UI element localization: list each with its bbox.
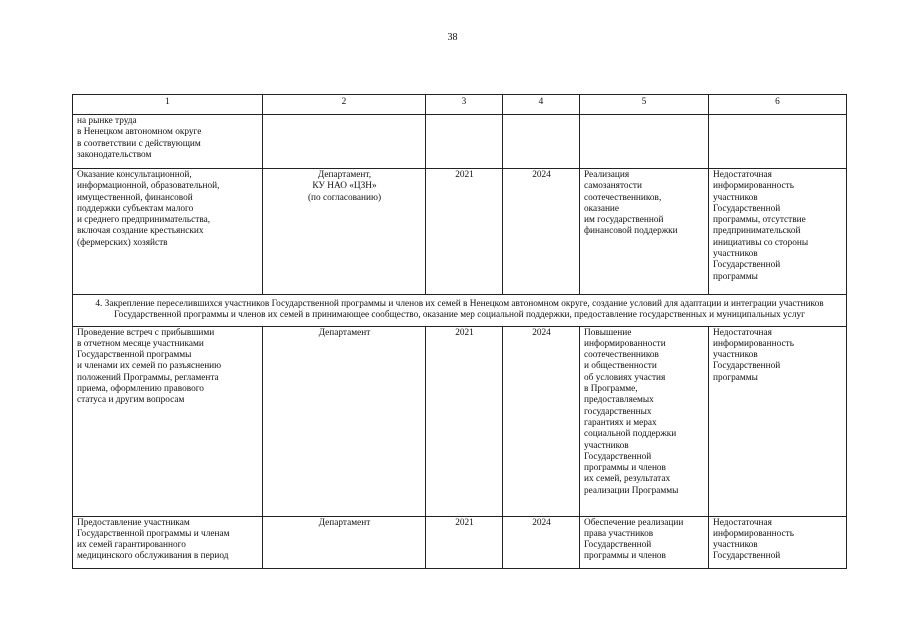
result-cell (580, 115, 709, 169)
risk-cell: Недостаточная информированность участников Государственной программы, отсутствие предпринимательской инициативы со стороны участников Государственной программы (709, 169, 847, 295)
start-year-cell: 2021 (426, 516, 503, 568)
table-row (73, 516, 847, 568)
result-cell: Повышение информированности соотечественников и общественности об условиях участия в Программе, предоставляемых государственных гарантиях и мерах социальной поддержки участников Государственной программы и членов их семей, результатах реализации Программы (580, 326, 709, 516)
end-year-cell: 2024 (503, 326, 580, 516)
measures-table (72, 94, 847, 569)
column-number: 2 (263, 95, 426, 115)
table-row (73, 169, 847, 295)
measure-cell: Предоставление участникам Государственной программы и членам их семей гарантированного медицинского обслуживания в период (73, 516, 263, 568)
column-number-row (73, 95, 847, 115)
start-year-cell: 2021 (426, 169, 503, 295)
section-heading: 4. Закрепление переселившихся участников Государственной программы и членов их семей в Ненецком автономном округе, создание условий для адаптации и интеграции участников Государственной программы и членов их семей в принимающее сообщество, оказание мер социальной поддержки, предоставление государственных и муниципальных услуг (73, 295, 847, 327)
measure-cell: на рынке труда в Ненецком автономном округе в соответствии с действующим законодательством (73, 115, 263, 169)
end-year-cell: 2024 (503, 169, 580, 295)
result-cell: Обеспечение реализации права участников Государственной программы и членов (580, 516, 709, 568)
column-number: 5 (580, 95, 709, 115)
page-number: 38 (447, 32, 458, 43)
executor-cell: Департамент, КУ НАО «ЦЗН» (по согласованию) (263, 169, 426, 295)
end-year-cell: 2024 (503, 516, 580, 568)
start-year-cell (426, 115, 503, 169)
result-cell: Реализация самозанятости соотечественников, оказание им государственной финансовой поддержки (580, 169, 709, 295)
column-number: 6 (709, 95, 847, 115)
measure-cell: Проведение встреч с прибывшими в отчетном месяце участниками Государственной программы и членами их семей по разъяснению положений Программы, регламента приема, оформлению правового статуса и другим вопросам (73, 326, 263, 516)
table-row (73, 326, 847, 516)
end-year-cell (503, 115, 580, 169)
executor-cell: Департамент (263, 326, 426, 516)
risk-cell: Недостаточная информированность участников Государственной (709, 516, 847, 568)
risk-cell (709, 115, 847, 169)
risk-cell: Недостаточная информированность участников Государственной программы (709, 326, 847, 516)
column-number: 4 (503, 95, 580, 115)
measure-cell: Оказание консультационной, информационной, образовательной, имущественной, финансовой поддержки субъектам малого и среднего предпринимательства, включая создание крестьянских (фермерских) хозяйств (73, 169, 263, 295)
column-number: 1 (73, 95, 263, 115)
table-row (73, 115, 847, 169)
executor-cell: Департамент (263, 516, 426, 568)
executor-cell (263, 115, 426, 169)
column-number: 3 (426, 95, 503, 115)
section-row (73, 295, 847, 327)
start-year-cell: 2021 (426, 326, 503, 516)
